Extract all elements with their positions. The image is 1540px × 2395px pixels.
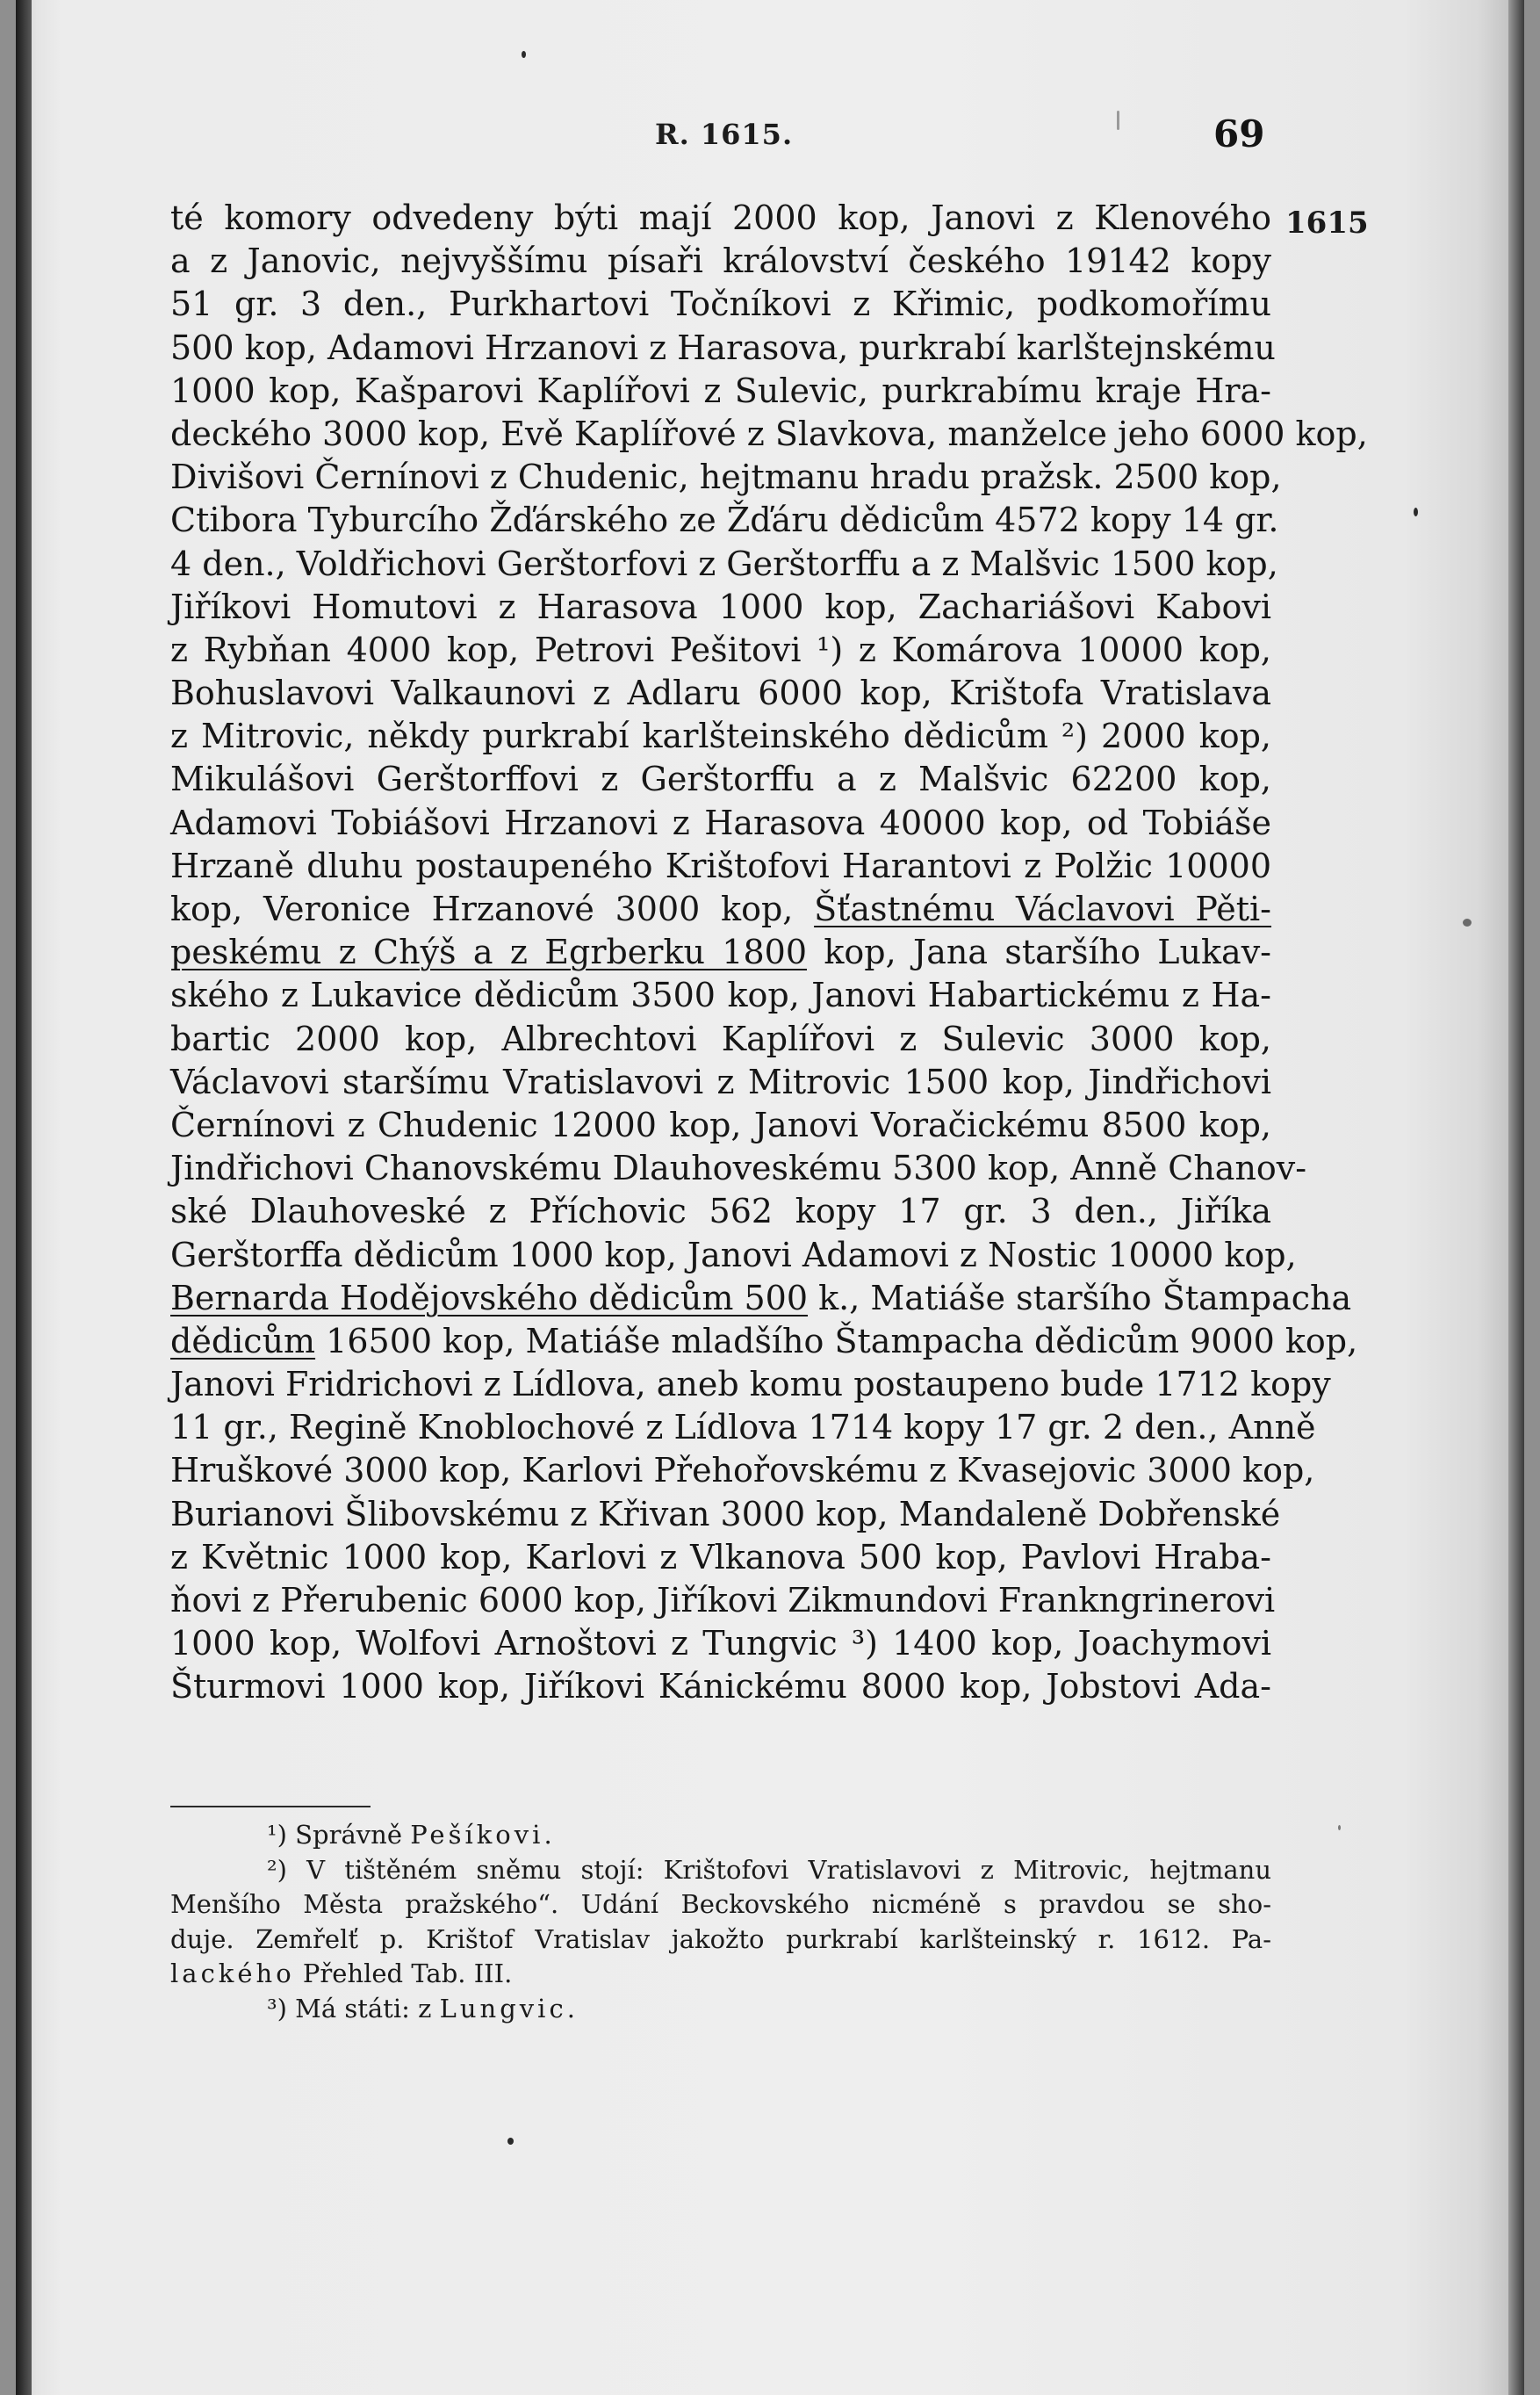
footnote-2-line: ²) V tištěném sněmu stojí: Krištofovi Vratislavovi z Mitrovic, hejtmanu	[267, 1854, 1271, 1885]
text-line: deckého 3000 kop, Evě Kaplířové z Slavkova, manželce jeho 6000 kop,	[170, 414, 1368, 453]
underlined-segment: Bernarda Hodějovského dědicům 500	[170, 1278, 809, 1317]
text-segment: k., Matiáše staršího Štampacha	[808, 1278, 1352, 1317]
text-line: Černínovi z Chudenic 12000 kop, Janovi Voračickému 8500 kop,	[170, 1105, 1271, 1144]
text-line: ňovi z Přerubenic 6000 kop, Jiříkovi Zikmundovi Frankngrinerovi	[170, 1581, 1276, 1620]
underlined-segment: dědicům	[170, 1321, 316, 1360]
text-line: bartic 2000 kop, Albrechtovi Kaplířovi z Sulevic 3000 kop,	[170, 1019, 1271, 1058]
text-line: z Mitrovic, někdy purkrabí karlšteinského dědicům ²) 2000 kop,	[170, 717, 1271, 756]
underlined-segment: Šťastnému Václavovi Pěti-	[814, 890, 1272, 928]
footnote-2-line: Menšího Města pražského“. Udání Beckovského nicméně s pravdou se sho-	[170, 1889, 1271, 1919]
scan-edge-left	[16, 0, 32, 2395]
text-line: Šturmovi 1000 kop, Jiříkovi Kánickému 8000 kop, Jobstovi Ada-	[170, 1667, 1271, 1706]
text-line-underlined	[170, 1320, 1358, 1363]
footnote-text: .	[543, 1820, 552, 1850]
scan-edge-right	[1508, 0, 1524, 2395]
text-line: Mikulášovi Gerštorffovi z Gerštorffu a z Malšvic 62200 kop,	[170, 760, 1271, 799]
running-head: R. 1615.	[655, 118, 794, 151]
page-header	[16, 112, 1524, 162]
text-line: té komory odvedeny býti mají 2000 kop, Janovi z Klenového	[170, 198, 1271, 237]
text-line: Jiříkovi Homutovi z Harasova 1000 kop, Zachariášovi Kabovi	[170, 587, 1271, 626]
footnote-2-line	[170, 1957, 1271, 1992]
text-line: Divišovi Černínovi z Chudenic, hejtmanu hradu pražsk. 2500 kop,	[170, 458, 1282, 497]
text-line-underlined	[170, 1277, 1352, 1320]
scanned-page	[16, 0, 1524, 2395]
scan-speck	[1414, 508, 1418, 516]
footnote-1	[170, 1818, 1271, 1853]
text-line: a z Janovic, nejvyššímu písaři království českého 19142 kopy	[170, 242, 1271, 281]
scan-speck	[507, 2138, 514, 2145]
text-segment: kop, Jana staršího Lukav-	[807, 933, 1271, 972]
footnote-marker: ¹)	[267, 1820, 287, 1850]
scan-speck	[1117, 111, 1119, 130]
text-line: ské Dlauhoveské z Příchovic 562 kopy 17 gr. 3 den., Jiříka	[170, 1192, 1271, 1231]
footnote-spaced-name: Lungvic	[439, 1993, 567, 2023]
footnote-text: .	[566, 1993, 575, 2023]
footnote-spaced-name: Pešíkovi	[410, 1820, 544, 1850]
text-line: Bohuslavovi Valkaunovi z Adlaru 6000 kop, Krištofa Vratislava	[170, 674, 1271, 713]
text-line: 51 gr. 3 den., Purkhartovi Točníkovi z Křimic, podkomořímu	[170, 285, 1271, 324]
text-line: Václavovi staršímu Vratislavovi z Mitrovic 1500 kop, Jindřichovi	[170, 1062, 1271, 1101]
text-line: 1000 kop, Wolfovi Arnoštovi z Tungvic ³) 1400 kop, Joachymovi	[170, 1624, 1271, 1663]
scan-speck	[1463, 919, 1472, 927]
footnote-separator	[170, 1806, 371, 1807]
text-line: z Rybňan 4000 kop, Petrovi Pešitovi ¹) z Komárova 10000 kop,	[170, 630, 1271, 669]
text-line: ského z Lukavice dědicům 3500 kop, Janovi Habartickému z Ha-	[170, 976, 1271, 1015]
text-line: 4 den., Voldřichovi Gerštorfovi z Gerštorffu a z Malšvic 1500 kop,	[170, 544, 1278, 583]
text-line: 1000 kop, Kašparovi Kaplířovi z Sulevic, purkrabímu kraje Hra-	[170, 371, 1271, 410]
text-line: Janovi Fridrichovi z Lídlova, aneb komu postaupeno bude 1712 kopy	[170, 1365, 1331, 1404]
footnote-2-line: duje. Zemřelť p. Krištof Vratislav jakožto purkrabí karlšteinský r. 1612. Pa-	[170, 1923, 1271, 1954]
scan-speck	[1338, 1825, 1341, 1830]
text-line: Adamovi Tobiášovi Hrzanovi z Harasova 40000 kop, od Tobiáše	[170, 803, 1271, 842]
text-line: Hrzaně dluhu postaupeného Krištofovi Harantovi z Polžic 10000	[170, 846, 1271, 885]
footnote-text: Správně	[286, 1820, 411, 1850]
footnote-text: ³) Má státi: z	[267, 1993, 440, 2023]
text-line-underlined	[170, 888, 1271, 931]
text-line: Gerštorffa dědicům 1000 kop, Janovi Adamovi z Nostic 10000 kop,	[170, 1235, 1297, 1274]
footnote-3	[170, 1992, 1271, 2027]
footnotes	[170, 1818, 1271, 2026]
underlined-segment: peskému z Chýš a z Egrberku 1800	[170, 933, 808, 972]
text-line-underlined	[170, 931, 1271, 974]
text-line: Jindřichovi Chanovskému Dlauhoveskému 5300 kop, Anně Chanov-	[170, 1149, 1307, 1188]
text-segment: kop, Veronice Hrzanové 3000 kop,	[170, 890, 815, 928]
text-line: Burianovi Šlibovskému z Křivan 3000 kop, Mandaleně Dobřenské	[170, 1494, 1281, 1533]
text-line: z Květnic 1000 kop, Karlovi z Vlkanova 500 kop, Pavlovi Hraba-	[170, 1537, 1271, 1576]
margin-year: 1615	[1285, 206, 1369, 241]
text-segment: 16500 kop, Matiáše mladšího Štampacha dědicům 9000 kop,	[315, 1321, 1358, 1360]
scan-speck	[522, 51, 526, 58]
footnote-text: Přehled Tab. III.	[294, 1959, 513, 1988]
footnote-spaced-name: lackého	[170, 1959, 295, 1988]
text-line: 500 kop, Adamovi Hrzanovi z Harasova, purkrabí karlštejnskému	[170, 328, 1276, 367]
text-line: Ctibora Tyburcího Žďárského ze Žďáru dědicům 4572 kopy 14 gr.	[170, 501, 1279, 540]
text-line: Hruškové 3000 kop, Karlovi Přehořovskému z Kvasejovic 3000 kop,	[170, 1451, 1315, 1490]
text-line: 11 gr., Regině Knoblochové z Lídlova 1714 kopy 17 gr. 2 den., Anně	[170, 1408, 1316, 1447]
page-number: 69	[1213, 112, 1265, 155]
